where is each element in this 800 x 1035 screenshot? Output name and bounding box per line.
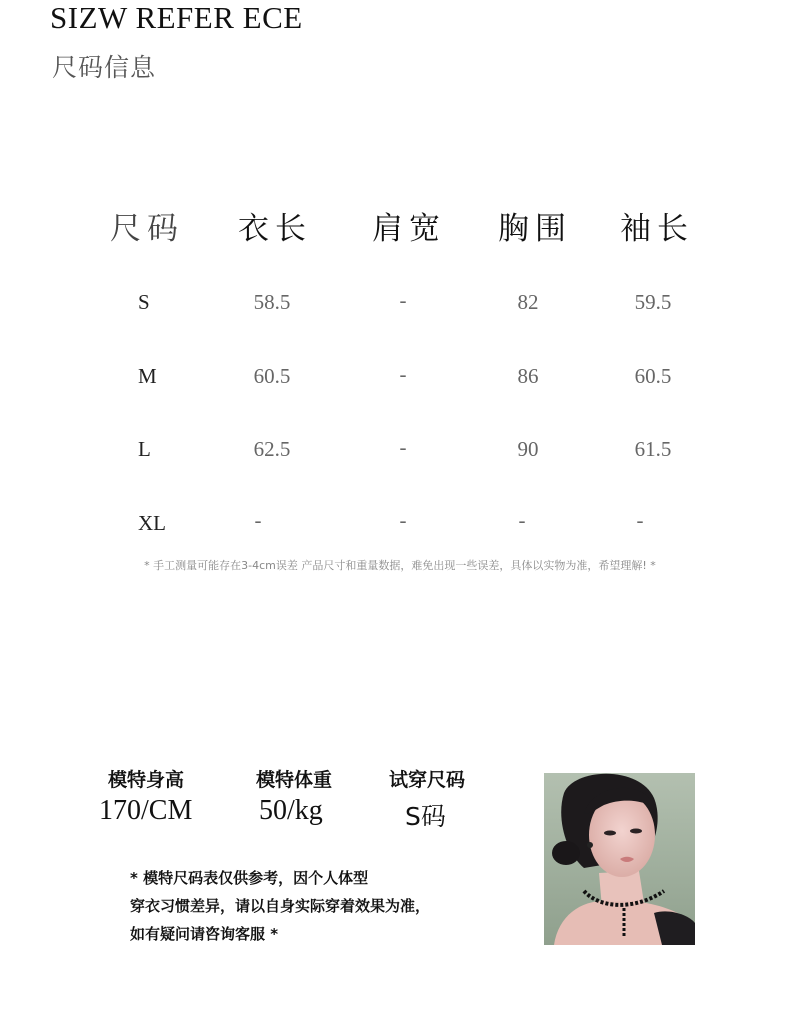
model-weight-label: 模特体重 bbox=[256, 769, 333, 791]
model-portrait-image bbox=[544, 773, 695, 945]
col-header-size: 尺码 bbox=[110, 211, 184, 247]
model-size-label: 试穿尺码 bbox=[389, 769, 466, 791]
english-title: SIZW REFER ECE bbox=[50, 0, 303, 35]
disclaimer-line: 如有疑问请咨询客服 * bbox=[130, 925, 279, 943]
sleeve-cell: 60.5 bbox=[634, 364, 672, 388]
col-header-sleeve: 袖长 bbox=[620, 211, 694, 247]
size-cell: S bbox=[138, 290, 150, 314]
length-cell: 62.5 bbox=[253, 437, 291, 461]
chest-cell: 90 bbox=[517, 437, 539, 461]
shoulder-cell: - bbox=[399, 362, 407, 386]
length-cell: 60.5 bbox=[253, 364, 291, 388]
model-height-label: 模特身高 bbox=[108, 769, 185, 791]
disclaimer-line: * 模特尺码表仅供参考，因个人体型 bbox=[130, 869, 369, 887]
model-size-value: S码 bbox=[405, 802, 446, 831]
sleeve-cell: 59.5 bbox=[634, 290, 672, 314]
col-header-shoulder: 肩宽 bbox=[372, 211, 446, 247]
shoulder-cell: - bbox=[399, 288, 407, 312]
shoulder-cell: - bbox=[399, 435, 407, 459]
size-cell: XL bbox=[138, 511, 166, 535]
measurement-note: * 手工测量可能存在3-4cm误差 产品尺寸和重量数据，难免出现一些误差，具体以实物为准，希望理解! * bbox=[144, 559, 656, 572]
model-photo bbox=[544, 773, 695, 945]
length-cell: 58.5 bbox=[253, 290, 291, 314]
chest-cell: 86 bbox=[517, 364, 539, 388]
disclaimer-line: 穿衣习惯差异，请以自身实际穿着效果为准， bbox=[130, 897, 431, 915]
shoulder-cell: - bbox=[399, 508, 407, 532]
chinese-title: 尺码信息 bbox=[52, 53, 157, 82]
model-height-value: 170/CM bbox=[99, 795, 193, 826]
model-weight-value: 50/kg bbox=[259, 795, 323, 826]
sleeve-cell: - bbox=[636, 508, 644, 532]
col-header-chest: 胸围 bbox=[498, 211, 572, 247]
size-cell: L bbox=[138, 437, 151, 461]
sleeve-cell: 61.5 bbox=[634, 437, 672, 461]
length-cell: - bbox=[254, 508, 262, 532]
chest-cell: 82 bbox=[517, 290, 539, 314]
chest-cell: - bbox=[518, 508, 526, 532]
size-cell: M bbox=[138, 364, 157, 388]
model-disclaimer bbox=[130, 864, 430, 948]
col-header-length: 衣长 bbox=[238, 211, 312, 247]
